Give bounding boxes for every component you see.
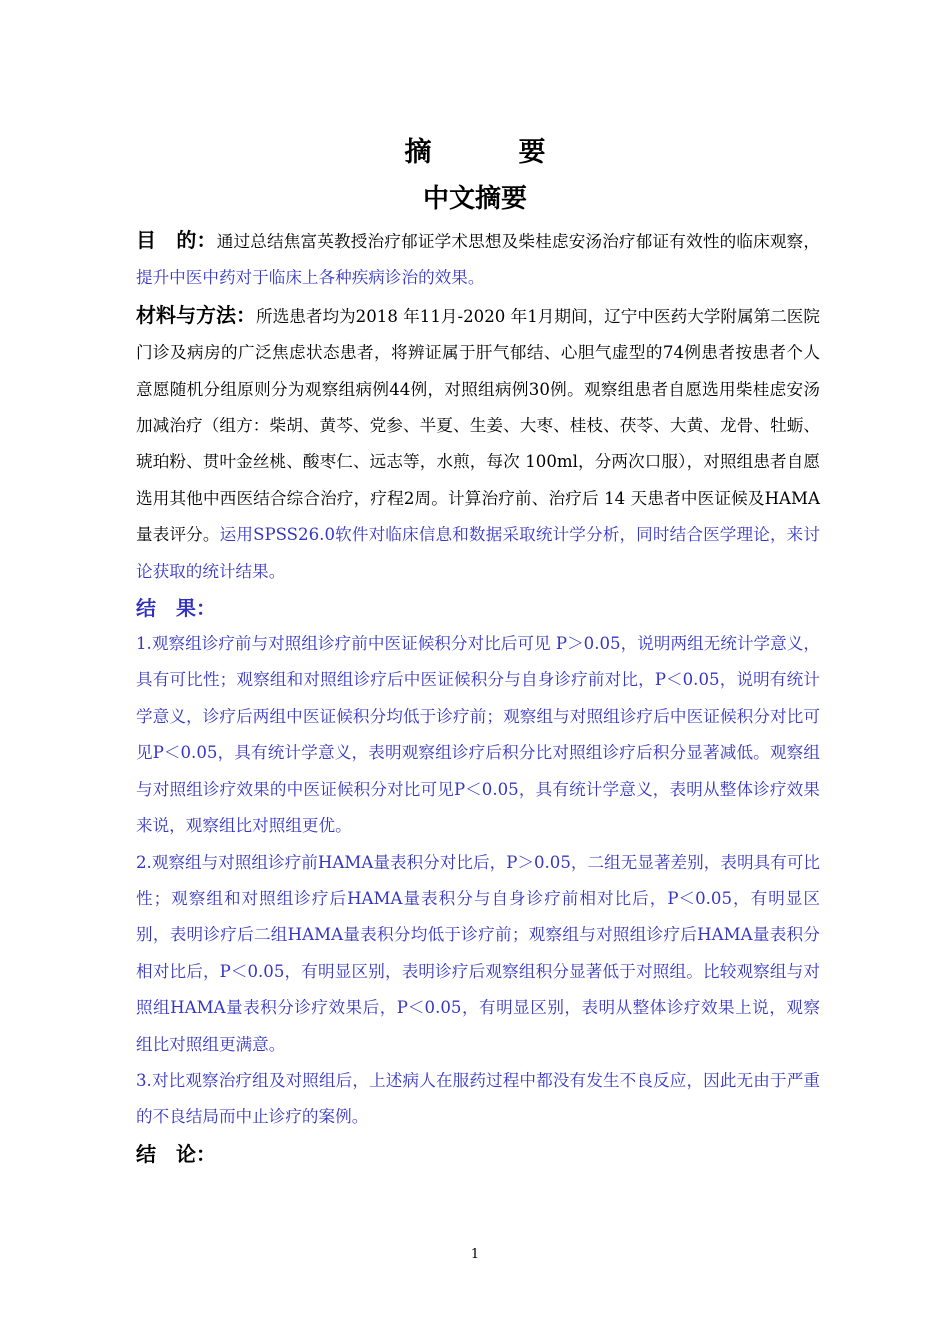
abstract-body [136, 222, 820, 1172]
methods-label: 材料与方法： [136, 302, 257, 327]
results-item-2: 2.观察组与对照组诊疗前HAMA量表积分对比后，P＞0.05，二组无显著差别，表明具有可比性；观察组和对照组诊疗后HAMA量表积分与自身诊疗前相对比后，P＜0.05，有明显区别，表明诊疗后二组HAMA量表积分均低于诊疗前；观察组与对照组诊疗后HAMA量表积分相对比后，P＜0.05，有明显区别，表明诊疗后观察组积分显著低于对照组。比较观察组与对照组HAMA量表积分诊疗效果后，P＜0.05，有明显区别，表明从整体诊疗效果上说，观察组比对照组更满意。 [136, 852, 820, 1054]
objective-label: 目 的： [136, 228, 217, 252]
methods-paragraph [136, 297, 820, 590]
objective-paragraph [136, 222, 820, 297]
methods-text: 所选患者均为2018 年11月-2020 年1月期间，辽宁中医药大学附属第二医院门诊及病房的广泛焦虑状态患者，将辨证属于肝气郁结、心胆气虚型的74例患者按患者个人意愿随机分组原则分为观察组病例44例，对照组病例30例。观察组患者自愿选用柴桂虑安汤加减治疗（组方：柴胡、黄芩、党参、半夏、生姜、大枣、桂枝、茯苓、大黄、龙骨、牡蛎、琥珀粉、贯叶金丝桃、酸枣仁、远志等，水煎，每次 100ml，分两次口服），对照组患者自愿选用其他中西医结合综合治疗，疗程2周。计算治疗前、治疗后 14 天患者中医证候及HAMA量表评分。 [136, 306, 820, 545]
page-title: 摘 要 [404, 137, 576, 168]
page-subtitle: 中文摘要 [422, 184, 527, 214]
objective-text: 通过总结焦富英教授治疗郁证学术思想及柴桂虑安汤治疗郁证有效性的临床观察， [216, 232, 821, 251]
methods-text-highlight: 运用SPSS26.0软件对临床信息和数据采取统计学分析，同时结合医学理论，来讨论获取的统计结果。 [136, 525, 821, 581]
results-item-1: 1.观察组诊疗前与对照组诊疗前中医证候积分对比后可见 P＞0.05，说明两组无统计学意义，具有可比性；观察组和对照组诊疗后中医证候积分与自身诊疗前对比，P＜0.05，说明有统计学意义，诊疗后两组中医证候积分均低于诊疗前；观察组与对照组诊疗后中医证候积分对比可见P＜0.05，具有统计学意义，表明观察组诊疗后积分比对照组诊疗后积分显著减低。观察组与对照组诊疗效果的中医证候积分对比可见P＜0.05，具有统计学意义，表明从整体诊疗效果来说，观察组比对照组更优。 [136, 634, 820, 836]
conclusion-label: 结 论： [136, 1141, 216, 1166]
results-item-3: 3.对比观察治疗组及对照组后，上述病人在服药过程中都没有发生不良反应，因此无由于严重的不良结局而中止诊疗的案例。 [136, 1070, 820, 1127]
objective-text-highlight: 提升中医中药对于临床上各种疾病诊治的效果。 [136, 268, 485, 288]
page-number: 1 [470, 1247, 480, 1262]
results-label: 结 果： [136, 596, 216, 621]
